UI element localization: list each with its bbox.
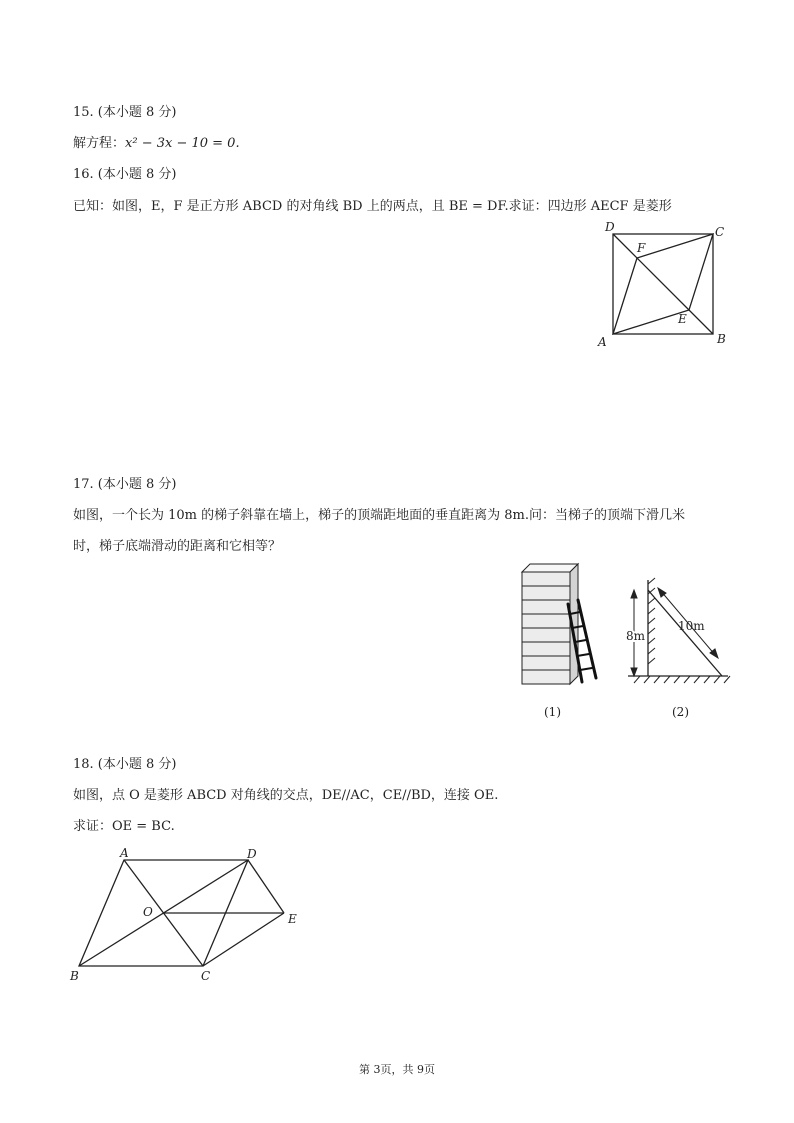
- q16-header: 16. (本小题 8 分): [73, 167, 177, 182]
- q17-text-line1: 如图，一个长为 10m 的梯子斜靠在墙上，梯子的顶端距地面的垂直距离为 8m.问：当梯子的顶端下滑几米: [73, 508, 685, 523]
- label-e: E: [288, 912, 297, 926]
- q15-prefix: 解方程：: [73, 136, 126, 151]
- segment-de: [248, 860, 284, 913]
- label-a: A: [120, 846, 129, 860]
- q18-text-line1: 如图，点 O 是菱形 ABCD 对角线的交点，DE//AC，CE//BD，连接 OE.: [73, 788, 499, 803]
- rhombus-figure: [65, 840, 310, 985]
- q17-header: 17. (本小题 8 分): [73, 477, 177, 492]
- ladder-line: [648, 590, 722, 676]
- q15-header: 15. (本小题 8 分): [73, 105, 177, 120]
- label-8m: 8m: [626, 629, 646, 643]
- segment-ce: [203, 913, 284, 966]
- label-b: B: [717, 332, 726, 346]
- label-c: C: [715, 225, 725, 239]
- label-c: C: [201, 969, 211, 983]
- page-footer: 第 3页，共 9页: [359, 1063, 435, 1076]
- q18-text-line2: 求证：OE = BC.: [73, 819, 175, 834]
- caption-1: (1): [544, 705, 561, 719]
- label-e: E: [678, 312, 687, 326]
- label-d: D: [247, 847, 257, 861]
- label-10m: 10m: [678, 619, 705, 633]
- q18-header: 18. (本小题 8 分): [73, 757, 177, 772]
- caption-2: (2): [672, 705, 689, 719]
- q16-text: 已知：如图，E，F 是正方形 ABCD 的对角线 BD 上的两点，且 BE = DF.求证：四边形 AECF 是菱形: [73, 199, 672, 214]
- label-f: F: [637, 241, 646, 255]
- diagonal-bd: [613, 234, 713, 334]
- label-b: B: [70, 969, 79, 983]
- label-d: D: [605, 220, 615, 234]
- ladder-wall-figure: [515, 560, 615, 725]
- ladder-triangle-figure: [620, 575, 735, 725]
- label-o: O: [143, 905, 153, 919]
- label-a: A: [598, 335, 607, 349]
- q15-equation: x² − 3x − 10 = 0.: [125, 136, 240, 151]
- q17-text-line2: 时，梯子底端滑动的距离和它相等？: [73, 539, 282, 554]
- square-figure: [590, 218, 740, 353]
- q15-body: [73, 135, 240, 153]
